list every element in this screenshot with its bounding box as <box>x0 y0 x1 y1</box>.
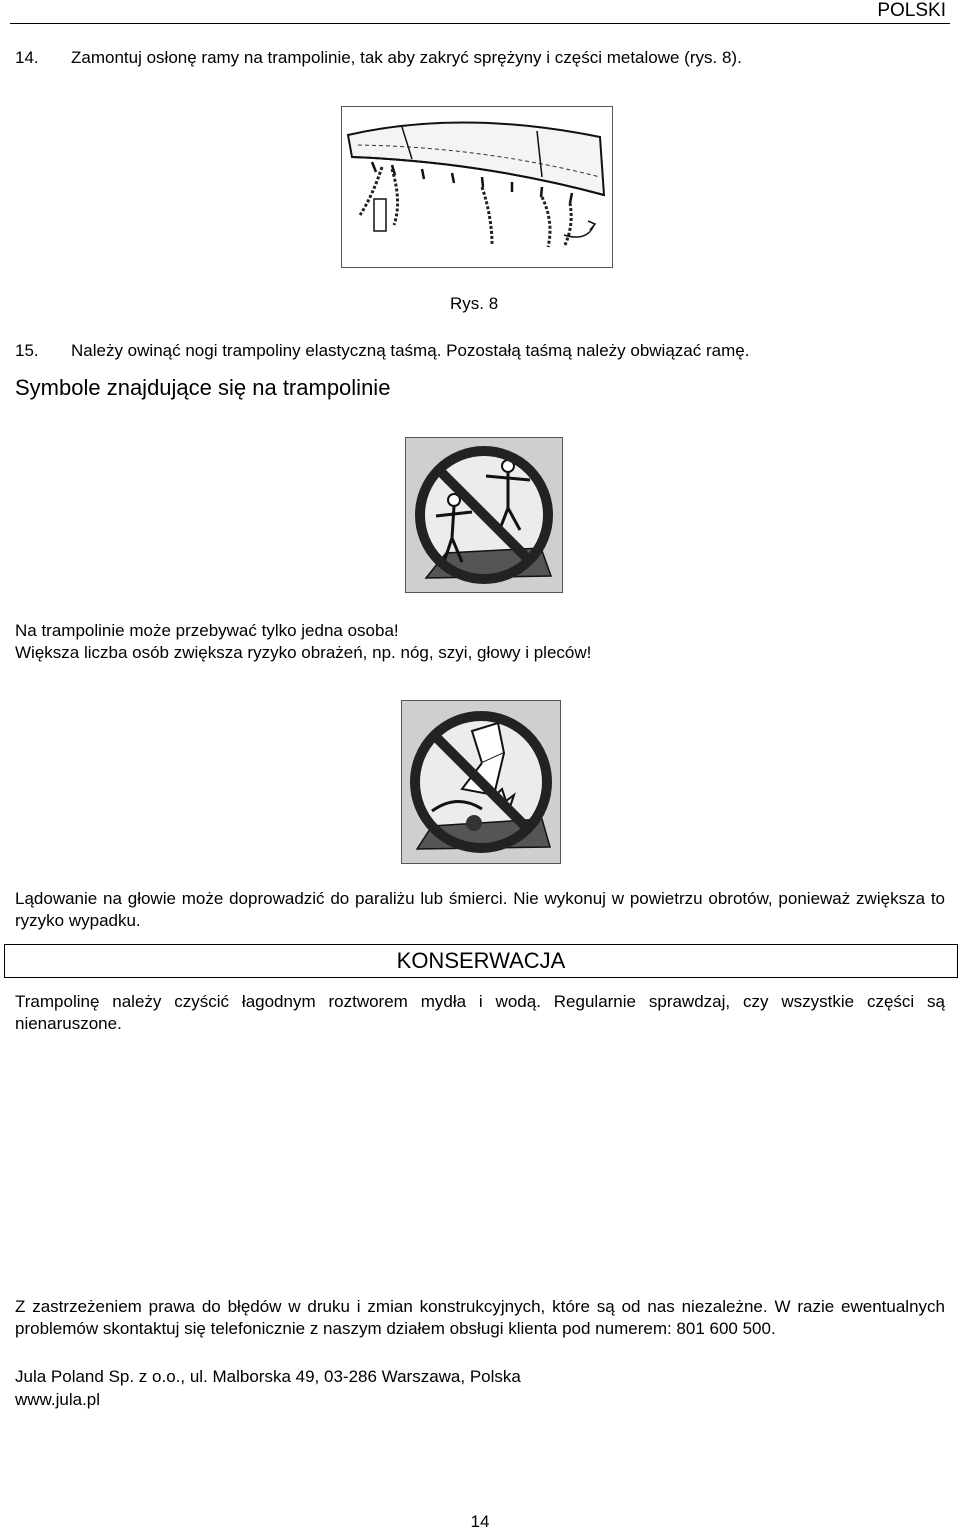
frame-cover-illustration <box>342 107 612 267</box>
no-head-landing-icon <box>402 701 560 863</box>
step-15 <box>15 341 749 361</box>
step-text: Zamontuj osłonę ramy na trampolinie, tak aby zakryć sprężyny i części metalowe (rys. 8). <box>71 48 742 67</box>
figure-8-caption: Rys. 8 <box>450 294 499 313</box>
page-number: 14 <box>470 1512 490 1531</box>
step-14 <box>15 48 742 68</box>
injury-risk-warning: Większa liczba osób zwiększa ryzyko obrażeń, np. nóg, szyi, głowy i pleców! <box>15 643 592 662</box>
company-address: Jula Poland Sp. z o.o., ul. Malborska 49, 03-286 Warszawa, Polska <box>15 1367 521 1386</box>
symbols-heading: Symbole znajdujące się na trampolinie <box>15 375 391 400</box>
head-landing-warning: Lądowanie na głowie może doprowadzić do paraliżu lub śmierci. Nie wykonuj w powietrzu obrotów, ponieważ zwiększa to ryzyko wypadku. <box>15 889 945 930</box>
no-multiple-jumpers-icon <box>406 438 562 592</box>
header-rule <box>10 23 950 24</box>
figure-8-frame-cover <box>341 106 613 268</box>
step-number: 15. <box>15 341 39 360</box>
step-number: 14. <box>15 48 39 67</box>
website-link[interactable]: www.jula.pl <box>15 1390 101 1409</box>
maintenance-text: Trampolinę należy czyścić łagodnym roztworem mydła i wodą. Regularnie sprawdzaj, czy wszystkie części są nienaruszone. <box>15 992 945 1033</box>
one-person-warning: Na trampolinie może przebywać tylko jedna osoba! <box>15 621 399 640</box>
sign-no-flips <box>401 700 561 864</box>
disclaimer-text: Z zastrzeżeniem prawa do błędów w druku i zmian konstrukcyjnych, które są od nas niezależne. W razie ewentualnych problemów skontaktuj się telefonicznie z naszym działem obsługi klienta pod numerem: 801 600 500. <box>15 1297 945 1338</box>
step-text: Należy owinąć nogi trampoliny elastyczną taśmą. Pozostałą taśmą należy obwiązać ramę. <box>71 341 750 360</box>
sign-one-person <box>405 437 563 593</box>
header-language: POLSKI <box>877 0 946 21</box>
maintenance-heading: KONSERWACJA <box>4 944 958 978</box>
